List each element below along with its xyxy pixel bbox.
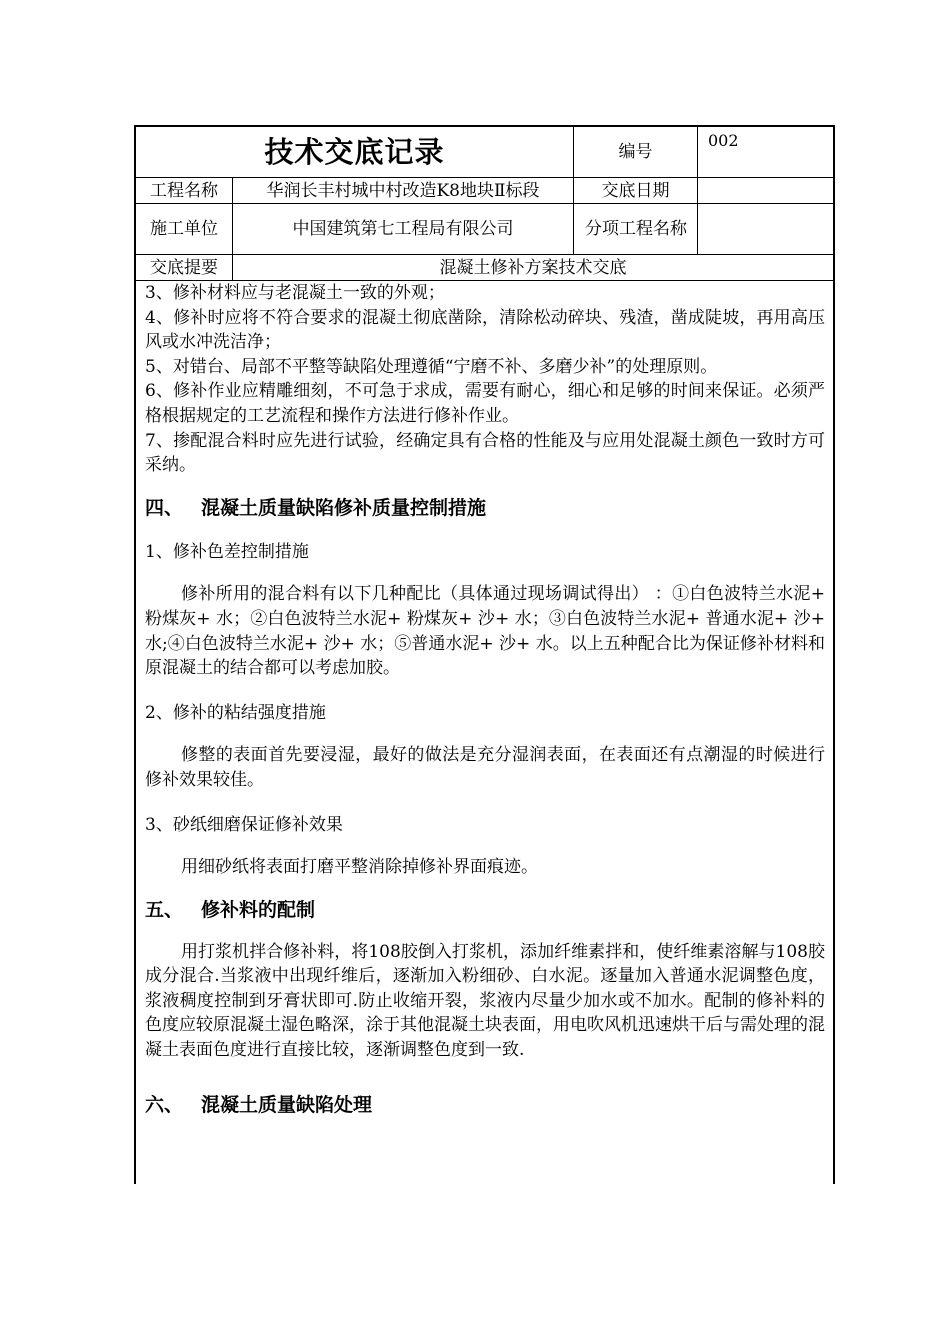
- subsection-heading: 3、砂纸细磨保证修补效果: [145, 814, 343, 835]
- paragraph: 用细砂纸将表面打磨平整消除掉修补界面痕迹。: [181, 857, 538, 878]
- section-title: 混凝土质量缺陷处理: [201, 1093, 373, 1116]
- list-item: 5、对错台、局部不平整等缺陷处理遵循“宁磨不补、多磨少补”的处理原则。: [145, 356, 718, 377]
- section-number: 六、: [145, 1093, 184, 1116]
- unit-label: 施工单位: [150, 219, 218, 239]
- summary-value: 混凝土修补方案技术交底: [439, 257, 627, 278]
- subsection-heading: 1、修补色差控制措施: [145, 541, 309, 562]
- project-label: 工程名称: [150, 180, 218, 201]
- number-value: 002: [708, 131, 739, 150]
- paragraph: 修整的表面首先要浸湿，最好的做法是充分湿润表面，在表面还有点潮湿的时候进行修补效果较佳。: [145, 745, 825, 790]
- section-title: 修补料的配制: [201, 898, 316, 921]
- subproject-label: 分项工程名称: [585, 219, 687, 239]
- subsection-heading: 2、修补的粘结强度措施: [145, 702, 326, 723]
- disclosure-body: [145, 281, 825, 1117]
- list-item: 6、修补作业应精雕细刻，不可急于求成，需要有耐心，细心和足够的时间来保证。必须严格根据规定的工艺流程和操作方法进行修补作业。: [145, 381, 825, 426]
- date-value: [698, 178, 833, 203]
- date-label: 交底日期: [601, 180, 670, 201]
- project-value: 华润长丰村城中村改造K8地块Ⅱ标段: [266, 180, 540, 201]
- paragraph: 修补所用的混合料有以下几种配比（具体通过现场调试得出） ：①白色波特兰水泥+ 粉煤灰+ 水；②白色波特兰水泥+ 粉煤灰+ 沙+ 水；③白色波特兰水泥+ 普通水泥+ 沙+ 水;④白色波特兰水泥+ 沙+ 水；⑤普通水泥+ 沙+ 水。以上五种配合比为保证修补材料和原混凝土的结合都可以考虑加胶。: [145, 584, 825, 679]
- list-item: 7、掺配混合料时应先进行试验，经确定具有合格的性能及与应用处混凝土颜色一致时方可采纳。: [145, 430, 825, 476]
- summary-label: 交底提要: [150, 257, 218, 278]
- page-title: 技术交底记录: [264, 135, 445, 169]
- number-label: 编号: [618, 142, 653, 162]
- section-number: 五、: [145, 898, 184, 921]
- unit-value: 中国建筑第七工程局有限公司: [292, 219, 514, 239]
- list-item: 4、修补时应将不符合要求的混凝土彻底凿除，清除松动碎块、残渣，凿成陡坡，再用高压风或水冲洗洁净；: [145, 307, 825, 353]
- section-heading: [145, 496, 825, 520]
- section-title: 混凝土质量缺陷修补质量控制措施: [201, 496, 487, 519]
- list-item: 3、修补材料应与老混凝土一致的外观；: [145, 283, 445, 303]
- section-heading: [145, 898, 825, 922]
- section-heading: [145, 1093, 825, 1117]
- subproject-value: [698, 204, 833, 254]
- paragraph: 用打浆机拌合修补料，将108胶倒入打浆机，添加纤维素拌和，使纤维素溶解与108胶成分混合.当浆液中出现纤维后，逐渐加入粉细砂、白水泥。逐量加入普通水泥调整色度，浆液稠度控制到牙膏状即可.防止收缩开裂，浆液内尽量少加水或不加水。配制的修补料的色度应较原混凝土湿色略深，涂于其他混凝土块表面，用电吹风机迅速烘干后与需处理的混凝土表面色度进行直接比较，逐渐调整色度到一致.: [145, 941, 825, 1061]
- section-number: 四、: [145, 496, 184, 519]
